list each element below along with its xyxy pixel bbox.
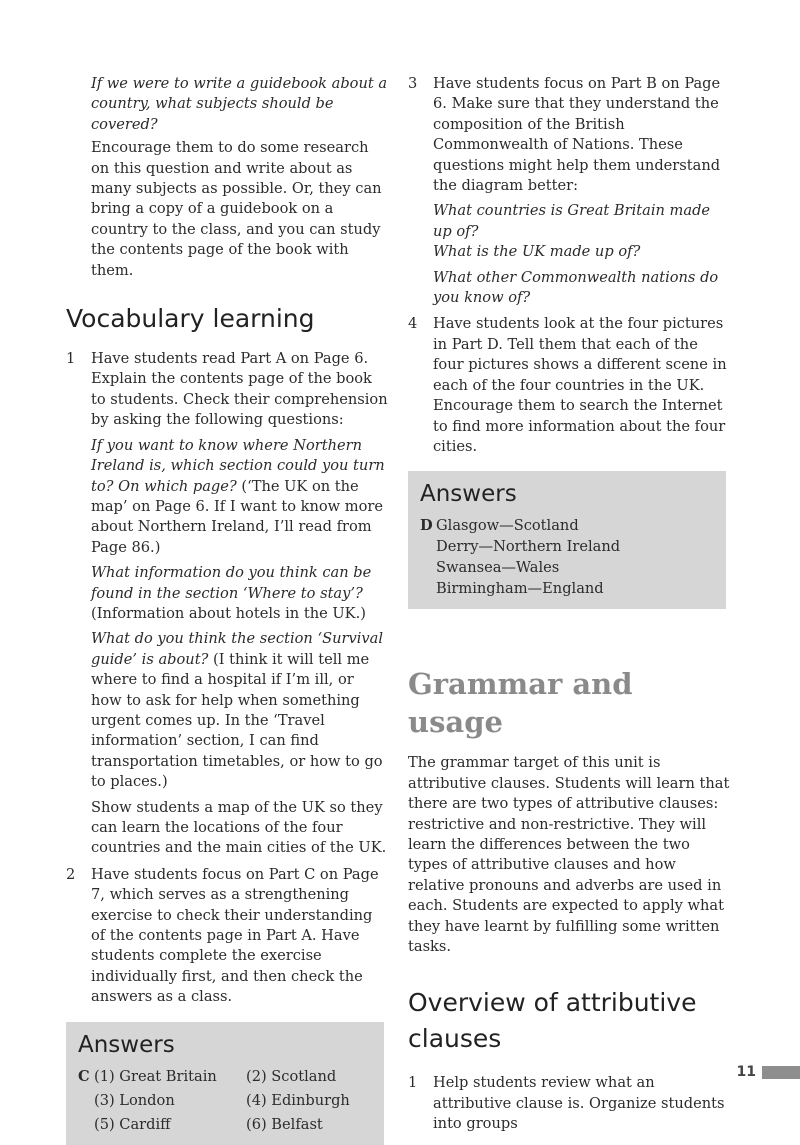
answer-item: (4) Edinburgh — [246, 1091, 350, 1109]
answer-item: Glasgow—Scotland — [436, 517, 579, 535]
item-text: Have students focus on Part B on Page 6. Make sure that they understand the composition of the British Commonwealth of Nations. These questions might help them understand the diagram better: — [433, 75, 721, 195]
item-number: 1 — [408, 1074, 418, 1092]
answers-box-d — [408, 471, 726, 609]
vocabulary-heading: Vocabulary learning — [66, 304, 315, 334]
vocab-item-4 — [408, 314, 730, 457]
vocab-item-3 — [408, 74, 730, 308]
grammar-text: The grammar target of this unit is attributive clauses. Students will learn that there are two types of attributive clauses: restrictive and non-restrictive. They will learn the differences between the two types of attributive clauses and how relative pronouns and adverbs are used in each. Students are expected to apply what they have learnt by fulfilling some written tasks. — [408, 754, 730, 955]
question-1: What countries is Great Britain made up of? — [433, 202, 711, 240]
answer-item: (5) Cardiff — [94, 1115, 171, 1133]
item-text: Have students read Part A on Page 6. Explain the contents page of the book to students. Check their comprehension by asking the following questions: — [91, 350, 388, 429]
question-3: What do you think the section ‘Survival guide’ is about? (I think it will tell me where to find a hospital if I’m ill, or how to ask for help when something urgent comes up. In the ‘Travel information’ section, I can find transportation timetables, or how to go to places.) — [91, 630, 383, 791]
page-number: 11 — [736, 1064, 756, 1080]
item-text: Help students review what an attributive clause is. Organize students into groups — [433, 1074, 725, 1133]
item-number: 2 — [66, 865, 76, 883]
vocab-item-1 — [66, 349, 388, 859]
answer-letter: C — [78, 1067, 90, 1085]
item-text: Have students focus on Part C on Page 7, which serves as a strengthening exercise to check their understanding of the contents page in Part A. Have students complete the exercise individually first, and then check the answers as a class. — [91, 865, 379, 1006]
item-text: Have students look at the four pictures in Part D. Tell them that each of the four pictures shows a different scene in each of the four countries in the UK. Encourage them to search the Internet to find more information about the four cities. — [433, 315, 727, 455]
right-column — [408, 74, 730, 1135]
answer-item: (3) London — [94, 1091, 175, 1109]
question-1: If you want to know where Northern Ireland is, which section could you turn to? On which page? (‘The UK on the map’ on Page 6. If I want to know more about Northern Ireland, I’ll read from Page 86.) — [91, 436, 385, 556]
item-closing: Show students a map of the UK so they can learn the locations of the four countries and the main cities of the UK. — [91, 798, 387, 857]
answers-list — [420, 515, 714, 599]
intro-text: Encourage them to do some research on this question and write about as many subjects as possible. Or, they can bring a copy of a guidebook on a country to the class, and you can study the contents page of the book with them. — [91, 139, 382, 279]
overview-heading: Overview of attributive clauses — [408, 988, 697, 1054]
answer-item: Derry—Northern Ireland — [436, 538, 621, 556]
question-2: What information do you think can be found in the section ‘Where to stay’? (Information about hotels in the UK.) — [91, 564, 372, 622]
question-3: What other Commonwealth nations do you know of? — [433, 268, 719, 307]
item-number: 4 — [408, 315, 418, 333]
vocab-item-2 — [66, 865, 388, 1008]
grammar-heading: Grammar and usage — [408, 667, 633, 740]
answer-item: (2) Scotland — [246, 1067, 337, 1085]
page-number-bar — [762, 1066, 800, 1079]
left-column — [66, 74, 388, 1145]
answers-box-c — [66, 1022, 384, 1145]
answer-item: Birmingham—England — [436, 580, 604, 598]
question-2: What is the UK made up of? — [433, 243, 641, 261]
answer-letter: D — [420, 517, 433, 535]
answers-list — [78, 1066, 372, 1135]
item-number: 1 — [66, 350, 76, 368]
answers-heading: Answers — [78, 1031, 175, 1058]
answer-item: (1) Great Britain — [94, 1067, 217, 1085]
overview-item-1 — [408, 1073, 730, 1134]
intro-question: If we were to write a guidebook about a country, what subjects should be covered? — [91, 75, 388, 133]
answer-item: (6) Belfast — [246, 1115, 323, 1133]
answer-item: Swansea—Wales — [436, 559, 560, 577]
answers-heading: Answers — [420, 481, 517, 508]
item-number: 3 — [408, 75, 418, 92]
